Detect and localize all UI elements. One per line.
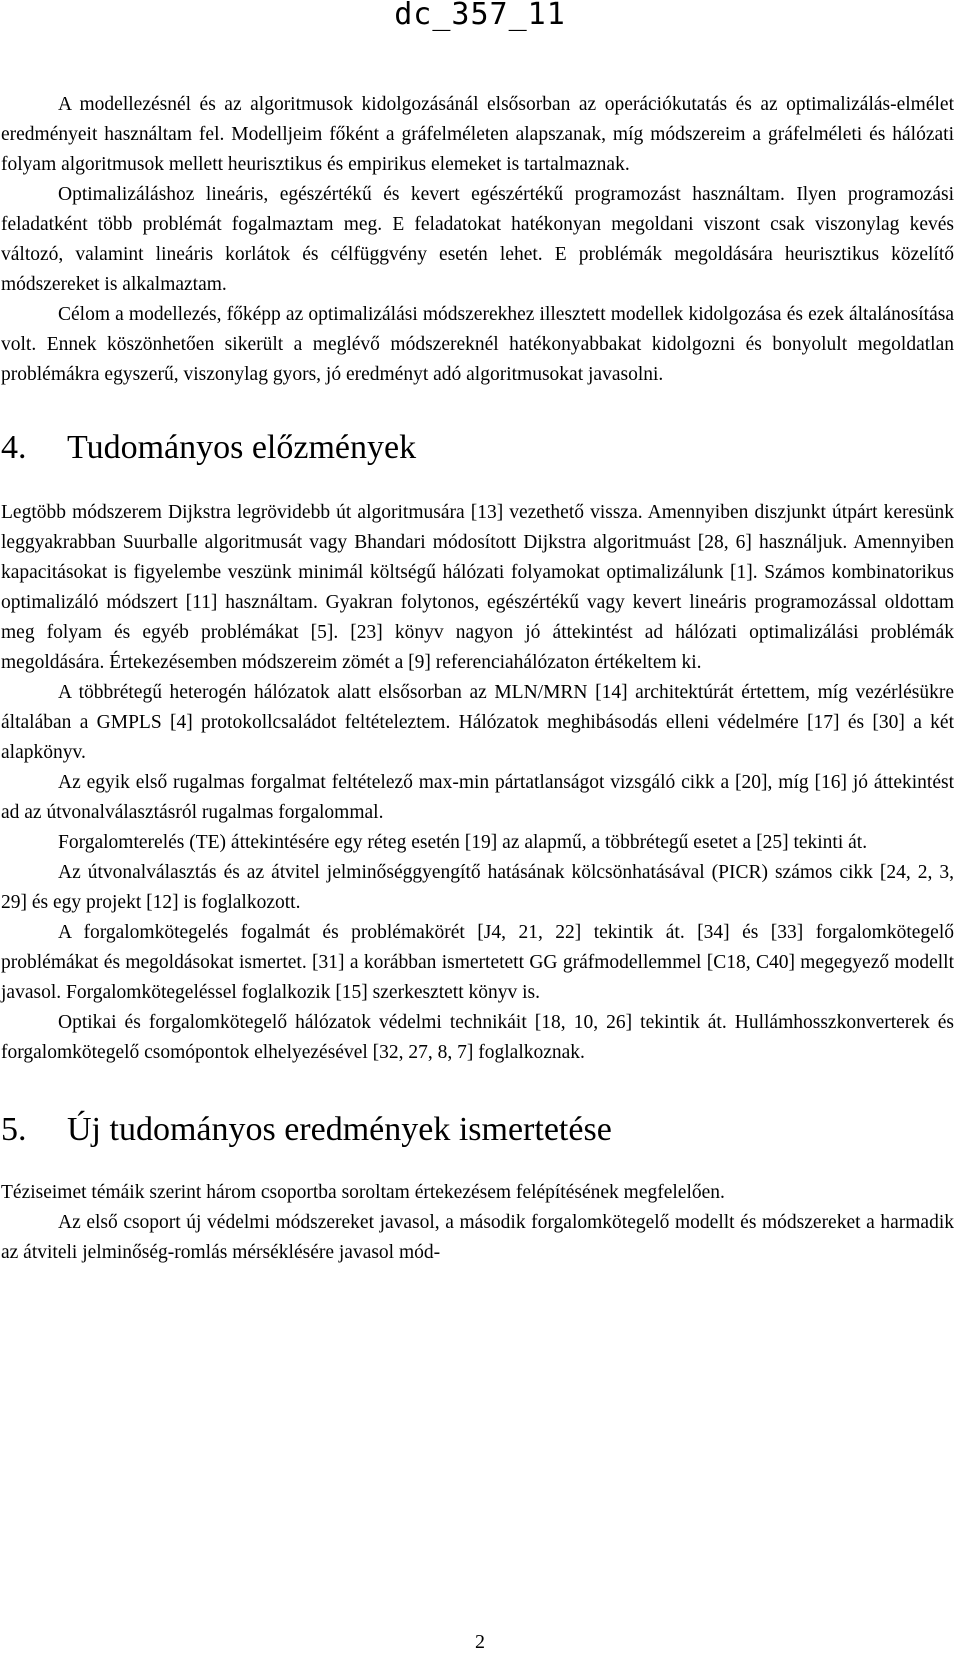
paragraph: Az első csoport új védelmi módszereket javasol, a második forgalomkötegelő modellt és módszereket a harmadik az átviteli jelminőség-romlás mérséklésére javasol mód-	[1, 1212, 954, 1263]
page-content	[1, 90, 954, 1268]
paragraph: Téziseimet témáik szerint három csoportba soroltam értekezésem felépítésének megfelelően.	[1, 1182, 725, 1203]
section-heading	[1, 1110, 954, 1150]
paragraph: Optikai és forgalomkötegelő hálózatok védelmi technikáit [18, 10, 26] tekintik át. Hullámhosszkonverterek és forgalomkötegelő csomópontok elhelyezésével [32, 27, 8, 7] foglalkoznak.	[1, 1012, 954, 1063]
paragraph: A többrétegű heterogén hálózatok alatt elsősorban az MLN/MRN [14] architektúrát értettem, míg vezérlésükre általában a GMPLS [4] protokollcsaládot feltételeztem. Hálózatok meghibásodás elleni védelmére [17] és [30] a két alapkönyv.	[1, 682, 954, 763]
section-title: Tudományos előzmények	[67, 429, 417, 466]
document-id-header: dc_357_11	[394, 0, 566, 32]
section-title: Új tudományos eredmények ismertetése	[67, 1111, 612, 1148]
paragraph: Az útvonalválasztás és az átvitel jelminőséggyengítő hatásának kölcsönhatásával (PICR) számos cikk [24, 2, 3, 29] és egy projekt [12] is foglalkozott.	[1, 862, 954, 913]
paragraph: A modellezésnél és az algoritmusok kidolgozásánál elsősorban az operációkutatás és az optimalizálás-elmélet eredményeit használtam fel. Modelljeim főként a gráfelméleten alapszanak, míg módszereim a gráfelméleti és hálózati folyam algoritmusok mellett heurisztikus és empirikus elemeket is tartalmaznak.	[1, 94, 954, 175]
paragraph: Optimalizáláshoz lineáris, egészértékű és kevert egészértékű programozást használtam. Ilyen programozási feladatként több problémát fogalmaztam meg. E feladatokat hatékonyan megoldani viszont csak viszonylag kevés változó, valamint lineáris korlátok és célfüggvény esetén lehet. E problémák megoldására heurisztikus közelítő módszereket is alkalmaztam.	[1, 184, 954, 295]
paragraph: A forgalomkötegelés fogalmát és problémakörét [J4, 21, 22] tekintik át. [34] és [33] forgalomkötegelő problémákat és megoldásokat ismertet. [31] a korábban ismertetett GG gráfmodellemmel [C18, C40] megegyező modellt javasol. Forgalomkötegeléssel foglalkozik [15] szerkesztett könyv is.	[1, 922, 954, 1003]
paragraph: Forgalomterelés (TE) áttekintésére egy réteg esetén [19] az alapmű, a többrétegű esetet a [25] tekinti át.	[58, 832, 868, 853]
section-number: 5.	[1, 1111, 27, 1148]
paragraph: Legtöbb módszerem Dijkstra legrövidebb út algoritmusára [13] vezethető vissza. Amennyiben diszjunkt útpárt keresünk leggyakrabban Suurballe algoritmusát vagy Bhandari módosított Dijkstra algoritmuást [28, 6] használjuk. Amennyiben kapacitásokat is figyelembe veszünk minimál költségű hálózati folyamokat optimalizálunk [1]. Számos kombinatorikus optimalizáló módszert [11] használtam. Gyakran folytonos, egészértékű vagy kevert lineáris programozással oldottam meg folyam és egyéb problémákat [5]. [23] könyv nagyon jó áttekintést ad hálózati optimalizálási problémák megoldására. Értekezésemben módszereim zömét a [9] referenciahálózaton értékeltem ki.	[1, 502, 954, 673]
section-number: 4.	[1, 429, 27, 466]
paragraph: Az egyik első rugalmas forgalmat feltételező max-min pártatlanságot vizsgáló cikk a [20], míg [16] jó áttekintést ad az útvonalválasztásról rugalmas forgalommal.	[1, 772, 954, 823]
paragraph: Célom a modellezés, főképp az optimalizálási módszerekhez illesztett modellek kidolgozása és ezek általánosítása volt. Ennek köszönhetően sikerült a meglévő módszereknél hatékonyabbakat kidolgozni és bonyolult megoldatlan problémákra egyszerű, viszonylag gyors, jó eredményt adó algoritmusokat javasolni.	[1, 304, 954, 385]
page-number: 2	[475, 1631, 485, 1653]
section-heading	[1, 428, 954, 468]
